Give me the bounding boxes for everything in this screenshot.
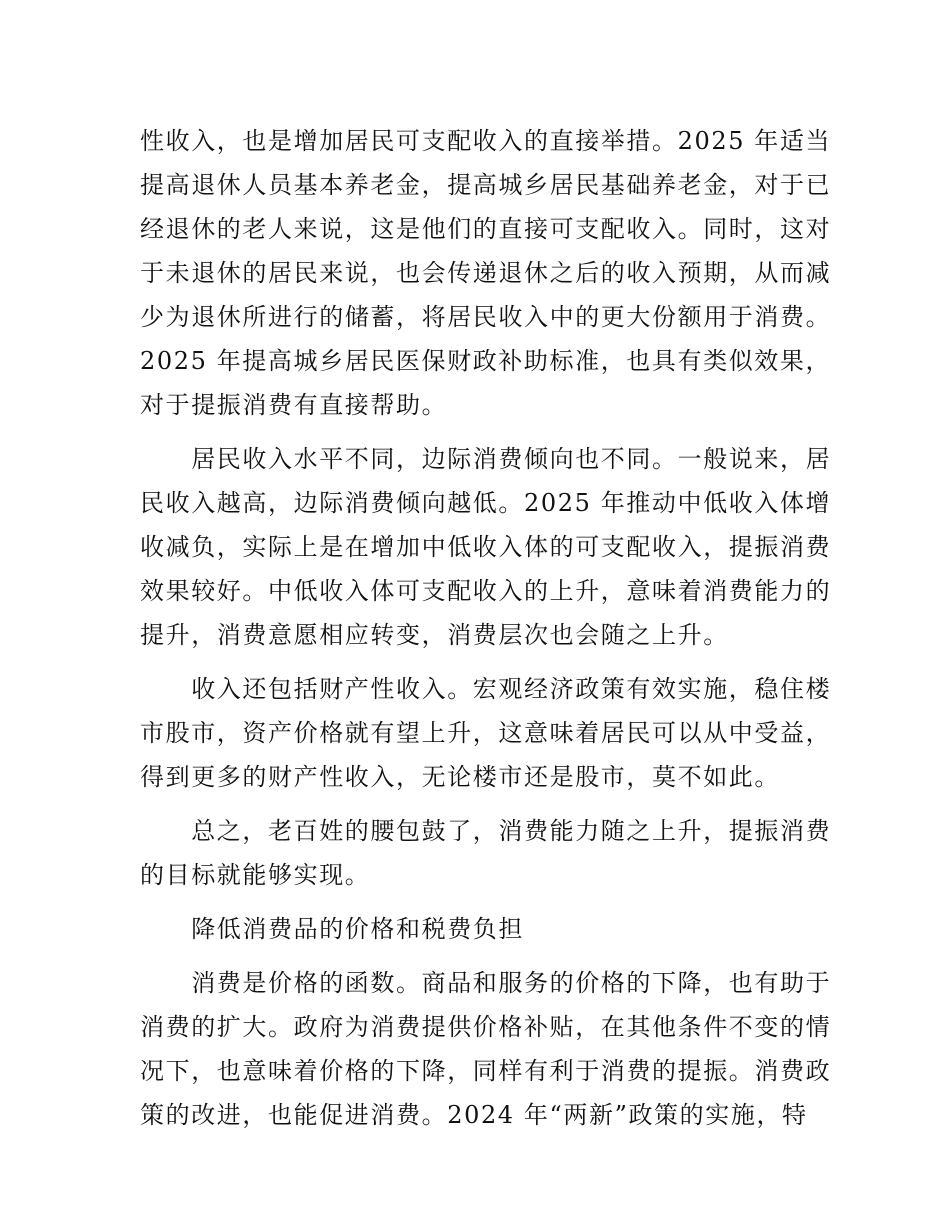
paragraph-gap bbox=[140, 951, 815, 961]
text-line: 对于提振消费有直接帮助。 bbox=[140, 391, 448, 419]
paragraph bbox=[140, 119, 832, 427]
paragraph-gap bbox=[140, 799, 815, 809]
paragraph bbox=[140, 961, 832, 1137]
text-line: 消费的扩大。政府为消费提供价格补贴，在其他条件不变的情 bbox=[140, 1013, 832, 1041]
text-line: 提高退休人员基本养老金，提高城乡居民基础养老金，对于已 bbox=[140, 171, 832, 199]
document-body bbox=[140, 119, 832, 1137]
text-line: 民收入越高，边际消费倾向越低。2025 年推动中低收入体增 bbox=[140, 489, 832, 517]
text-line: 收入还包括财产性收入。宏观经济政策有效实施，稳住楼 bbox=[140, 675, 832, 703]
text-line: 居民收入水平不同，边际消费倾向也不同。一般说来，居 bbox=[140, 445, 832, 473]
paragraph bbox=[140, 667, 832, 799]
text-line: 提升，消费意愿相应转变，消费层次也会随之上升。 bbox=[140, 621, 729, 649]
paragraph bbox=[140, 437, 832, 657]
text-line: 况下，也意味着价格的下降，同样有利于消费的提振。消费政 bbox=[140, 1057, 832, 1085]
paragraph bbox=[140, 809, 832, 897]
text-line: 于未退休的居民来说，也会传递退休之后的收入预期，从而减 bbox=[140, 259, 832, 287]
text-line: 总之，老百姓的腰包鼓了，消费能力随之上升，提振消费 bbox=[140, 817, 832, 845]
text-line: 收减负，实际上是在增加中低收入体的可支配收入，提振消费 bbox=[140, 533, 832, 561]
text-line: 市股市，资产价格就有望上升，这意味着居民可以从中受益， bbox=[140, 719, 832, 747]
text-line: 消费是价格的函数。商品和服务的价格的下降，也有助于 bbox=[140, 969, 832, 997]
text-line: 得到更多的财产性收入，无论楼市还是股市，莫不如此。 bbox=[140, 763, 780, 791]
paragraph-gap bbox=[140, 427, 815, 437]
text-line: 策的改进，也能促进消费。2024 年“两新”政策的实施，特 bbox=[140, 1101, 808, 1129]
text-line: 的目标就能够实现。 bbox=[140, 861, 371, 889]
paragraph-gap bbox=[140, 897, 815, 907]
text-line: 少为退休所进行的储蓄，将居民收入中的更大份额用于消费。 bbox=[140, 303, 832, 331]
section-heading bbox=[140, 907, 815, 951]
text-line: 2025 年提高城乡居民医保财政补助标准，也具有类似效果， bbox=[140, 347, 832, 375]
text-line: 性收入，也是增加居民可支配收入的直接举措。2025 年适当 bbox=[140, 127, 832, 155]
section-heading-text: 降低消费品的价格和税费负担 bbox=[140, 915, 524, 943]
text-line: 经退休的老人来说，这是他们的直接可支配收入。同时，这对 bbox=[140, 215, 832, 243]
paragraph-gap bbox=[140, 657, 815, 667]
text-line: 效果较好。中低收入体可支配收入的上升，意味着消费能力的 bbox=[140, 577, 832, 605]
